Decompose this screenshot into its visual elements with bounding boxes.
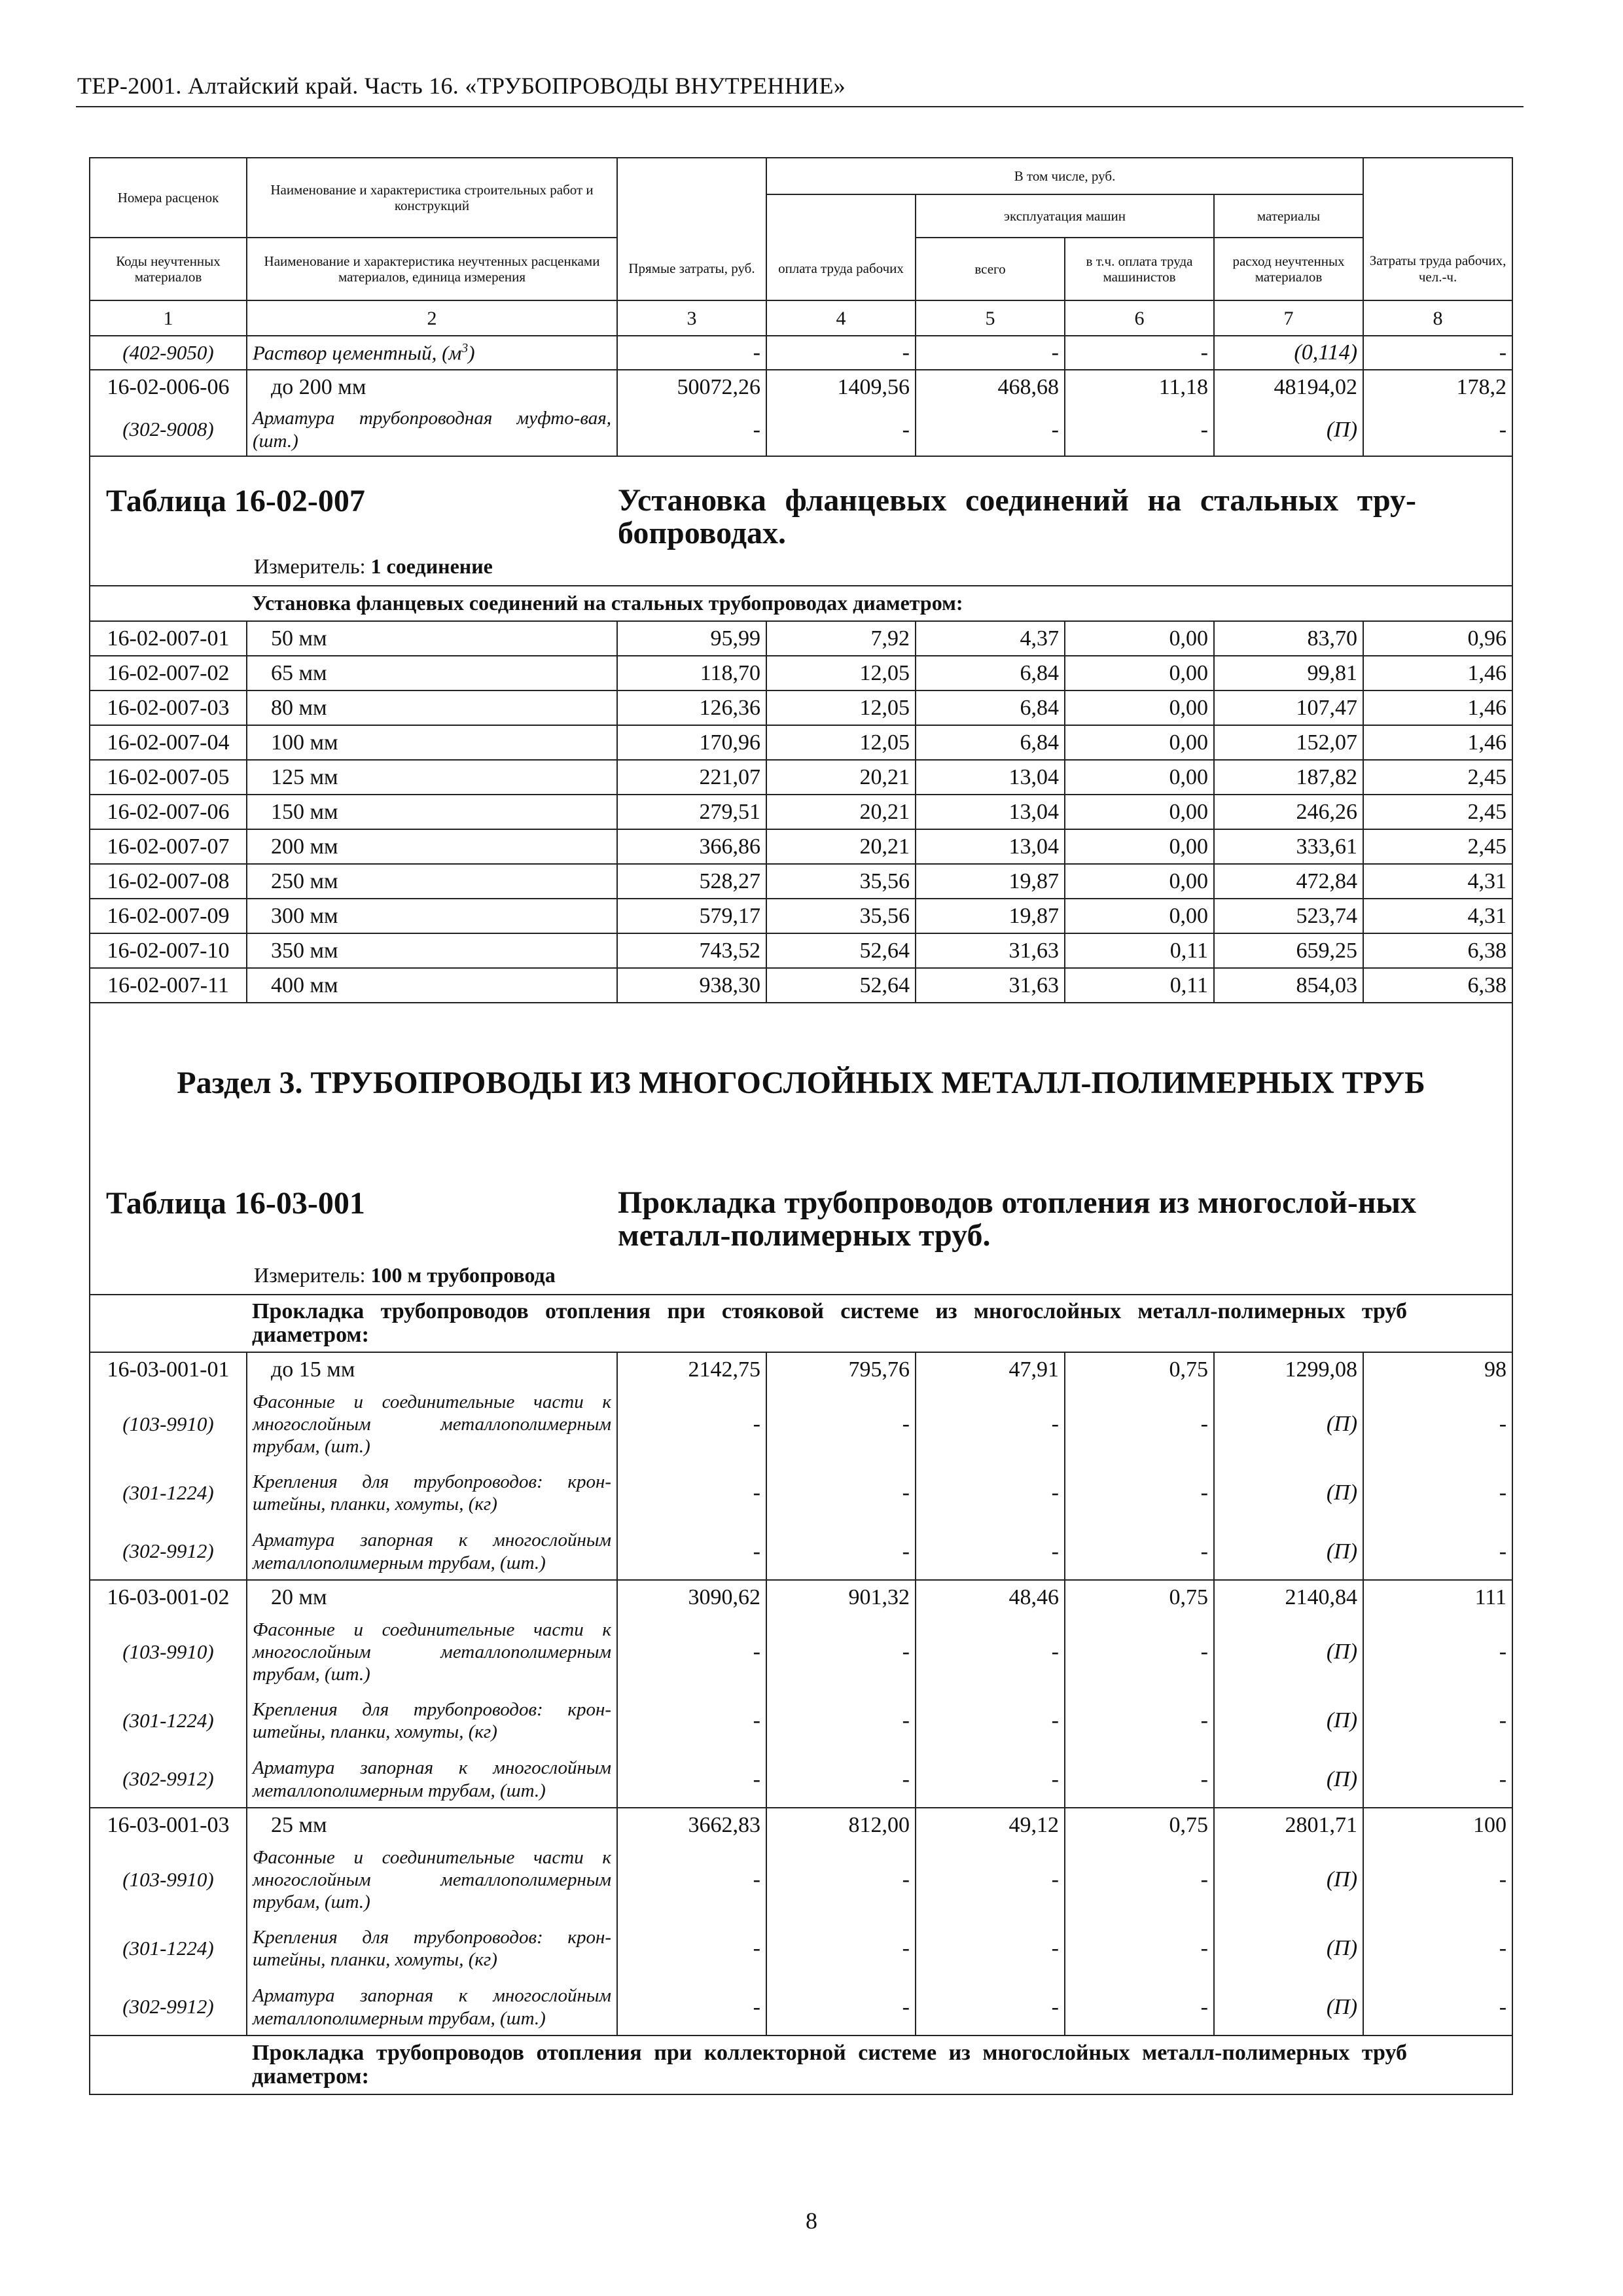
table-cell: - [916,1690,1065,1751]
table-cell: - [766,1614,916,1690]
table-cell: 0,00 [1065,691,1214,725]
table-cell: 48194,02 [1214,370,1363,404]
col-head-machines: эксплуатация машин [916,194,1214,238]
col-num: 6 [1065,300,1214,336]
table-cell: 901,32 [766,1580,916,1614]
table-cell: - [1065,336,1214,370]
table-cell: - [1363,1842,1512,1918]
table-007-title-block [90,456,1512,586]
col-head-mat-codes: Коды неучтенных материалов [90,238,247,300]
table-cell: 1409,56 [766,370,916,404]
table-cell: - [617,336,766,370]
table-cell: 2801,71 [1214,1808,1363,1842]
material-row [90,336,1512,370]
table-cell: 11,18 [1065,370,1214,404]
table-cell: - [1065,1842,1214,1918]
table-cell: (П) [1214,1462,1363,1524]
rate-code: 16-02-006-06 [90,370,247,404]
table-cell: 31,63 [916,933,1065,968]
rate-row [90,1352,1512,1386]
table-cell: - [617,1842,766,1918]
table-cell: - [1065,1614,1214,1690]
material-row [90,1462,1512,1524]
table-cell: 16-02-007-04 [90,725,247,760]
table-cell: 187,82 [1214,760,1363,795]
col-num: 3 [617,300,766,336]
table-cell: - [1065,1751,1214,1808]
table-cell: - [916,1842,1065,1918]
table-cell: 0,75 [1065,1580,1214,1614]
table-cell: - [1363,1751,1512,1808]
table-cell: (П) [1214,1386,1363,1462]
table-cell: 12,05 [766,725,916,760]
table-cell: - [1363,1690,1512,1751]
material-code: (302-9008) [90,404,247,456]
table-row [90,691,1512,725]
table-cell: 48,46 [916,1580,1065,1614]
table-cell: (П) [1214,1524,1363,1580]
table-cell: 743,52 [617,933,766,968]
table-cell: - [617,1918,766,1979]
table-cell: - [617,1462,766,1524]
table-cell: 0,96 [1363,621,1512,656]
table-cell: 107,47 [1214,691,1363,725]
rate-row [90,1808,1512,1842]
table-cell: - [1363,1524,1512,1580]
table-cell: 4,31 [1363,899,1512,933]
table-cell: 16-03-001-03 [90,1808,247,1842]
material-row [90,1751,1512,1808]
rate-name: до 200 мм [247,370,617,404]
table-cell: - [916,1386,1065,1462]
table-cell: - [766,1918,916,1979]
table-cell: - [1065,1918,1214,1979]
table-cell: 16-02-007-11 [90,968,247,1003]
table-cell: 0,00 [1065,899,1214,933]
table-cell: 20,21 [766,760,916,795]
col-head-incl: В том числе, руб. [766,158,1363,194]
table-cell: 0,00 [1065,829,1214,864]
table-cell: Измеритель: [254,1263,366,1287]
table-cell: - [1363,404,1512,456]
table-cell: 16-03-001-01 [90,1352,247,1386]
table-cell: - [766,1690,916,1751]
material-name [247,336,617,370]
table-cell: - [1363,336,1512,370]
table-cell: Крепления для трубопроводов: крон-штейны, планки, хомуты, (кг) [247,1918,617,1979]
table-cell: (103-9910) [90,1614,247,1690]
table-cell: 16-02-007-07 [90,829,247,864]
table-cell: (П) [1214,1614,1363,1690]
table-cell: 12,05 [766,691,916,725]
material-row [90,404,1512,456]
table-cell: 333,61 [1214,829,1363,864]
table-cell: 579,17 [617,899,766,933]
table-cell: 0,00 [1065,864,1214,899]
rate-row [90,370,1512,404]
table-cell: 118,70 [617,656,766,691]
table-cell: (П) [1214,1690,1363,1751]
table-cell: 19,87 [916,899,1065,933]
table-cell: - [1065,1524,1214,1580]
table-cell: 6,84 [916,656,1065,691]
table-cell: 4,31 [1363,864,1512,899]
table-cell: 111 [1363,1580,1512,1614]
table-cell: 100 [1363,1808,1512,1842]
table-cell: 300 мм [247,899,617,933]
material-code: (402-9050) [90,336,247,370]
table-cell: - [1363,1979,1512,2036]
table-cell: 6,38 [1363,968,1512,1003]
table-cell: 2,45 [1363,795,1512,829]
table-cell: Крепления для трубопроводов: крон-штейны, планки, хомуты, (кг) [247,1462,617,1524]
table-cell: 2142,75 [617,1352,766,1386]
table-cell: - [916,1979,1065,2036]
table-cell: 16-02-007-02 [90,656,247,691]
table-cell: - [916,1614,1065,1690]
table-cell: 35,56 [766,899,916,933]
table-cell: (П) [1214,1979,1363,2036]
table-cell: 13,04 [916,795,1065,829]
table-cell: Фасонные и соединительные части к многослойным металлополимерным трубам, (шт.) [247,1842,617,1918]
table-cell: 250 мм [247,864,617,899]
col-head-total: всего [916,238,1065,300]
table-cell: - [1065,404,1214,456]
table-cell: 1 соединение [370,554,493,578]
table-cell: - [766,1386,916,1462]
table-cell: 6,84 [916,725,1065,760]
table-cell: - [766,1842,916,1918]
table-cell: - [617,1524,766,1580]
table-cell: 938,30 [617,968,766,1003]
column-numbers-row [90,300,1512,336]
table-cell: - [916,1751,1065,1808]
table-cell: 400 мм [247,968,617,1003]
material-row [90,1386,1512,1462]
table-row [90,621,1512,656]
table-cell: - [1065,1979,1214,2036]
table-label: Таблица 16-03-001 [106,1186,365,1221]
table-cell: 528,27 [617,864,766,899]
table-cell: 65 мм [247,656,617,691]
table-cell: 47,91 [916,1352,1065,1386]
col-head-direct: Прямые затраты, руб. [617,238,766,300]
table-cell: 49,12 [916,1808,1065,1842]
table-cell: (301-1224) [90,1690,247,1751]
running-header: ТЕР-2001. Алтайский край. Часть 16. «ТРУБОПРОВОДЫ ВНУТРЕННИЕ» [77,73,846,99]
col-head-mat-cost: расход неучтенных материалов [1214,238,1363,300]
table-cell: - [1065,1462,1214,1524]
table-cell: 0,00 [1065,621,1214,656]
table-cell: - [1065,1386,1214,1462]
table-cell: 20,21 [766,795,916,829]
table-cell: 20,21 [766,829,916,864]
table-cell: 31,63 [916,968,1065,1003]
table-cell: ) [468,341,475,365]
table-cell: 150 мм [247,795,617,829]
col-num: 1 [90,300,247,336]
material-row [90,1524,1512,1580]
table-cell: 98 [1363,1352,1512,1386]
table-cell: 13,04 [916,829,1065,864]
table-cell: 0,75 [1065,1808,1214,1842]
table-cell: 2140,84 [1214,1580,1363,1614]
table-cell: 16-02-007-05 [90,760,247,795]
table-row [90,829,1512,864]
material-row [90,1842,1512,1918]
material-row [90,1690,1512,1751]
group-heading: Прокладка трубопроводов отопления при коллекторной системе из многослойных металл-полимерных труб диаметром: [247,2036,1512,2094]
table-cell: (П) [1214,1751,1363,1808]
table-cell: 3 [461,341,469,356]
material-name: Арматура трубопроводная муфто-вая, (шт.) [247,404,617,456]
table-cell: - [916,1918,1065,1979]
table-cell: Арматура запорная к многослойным металлополимерным трубам, (шт.) [247,1524,617,1580]
table-title: Прокладка трубопроводов отопления из многослой-ных металл-полимерных труб. [618,1185,1416,1253]
table-cell: 1,46 [1363,656,1512,691]
table-cell: (103-9910) [90,1386,247,1462]
table-row [90,899,1512,933]
table-cell: 100 м трубопровода [370,1263,556,1287]
table-cell: 80 мм [247,691,617,725]
page-number: 8 [806,2208,817,2234]
table-cell: 16-03-001-02 [90,1580,247,1614]
table-cell: 50 мм [247,621,617,656]
table-cell: (301-1224) [90,1462,247,1524]
table-cell: Раствор цементный, (м [253,341,462,365]
table-cell: - [617,1386,766,1462]
table-cell: Измеритель: [254,554,366,578]
col-head-codes: Номера расценок [90,158,247,238]
table-cell: 50072,26 [617,370,766,404]
table-cell: 221,07 [617,760,766,795]
table-cell: 0,11 [1065,968,1214,1003]
table-label: Таблица 16-02-007 [106,484,365,518]
col-head-mat-name: Наименование и характеристика неучтенных расценками материалов, единица измерения [247,238,617,300]
table-cell: - [617,1751,766,1808]
table-cell: 0,00 [1065,795,1214,829]
table-cell: 1,46 [1363,725,1512,760]
material-row [90,1979,1512,2036]
table-cell: 19,87 [916,864,1065,899]
table-cell: 13,04 [916,760,1065,795]
table-cell: (П) [1214,404,1363,456]
table-cell: 7,92 [766,621,916,656]
group-heading: Установка фланцевых соединений на стальных трубопроводах диаметром: [247,586,1512,621]
material-row [90,1918,1512,1979]
table-cell: 170,96 [617,725,766,760]
col-num: 7 [1214,300,1363,336]
table-cell: 16-02-007-06 [90,795,247,829]
col-head-labor: оплата труда рабочих [766,238,916,300]
table-cell: - [617,1979,766,2036]
table-cell: 16-02-007-09 [90,899,247,933]
table-cell: (301-1224) [90,1918,247,1979]
section-title: Раздел 3. ТРУБОПРОВОДЫ ИЗ МНОГОСЛОЙНЫХ МЕТАЛЛ-ПОЛИМЕРНЫХ ТРУБ [177,1066,1425,1100]
table-row [90,864,1512,899]
table-cell: 472,84 [1214,864,1363,899]
section3-block [90,1003,1512,1295]
table-cell: 795,76 [766,1352,916,1386]
table-cell: 1,46 [1363,691,1512,725]
table-cell: 200 мм [247,829,617,864]
table-cell: (302-9912) [90,1979,247,2036]
table-row [90,725,1512,760]
table-row [90,933,1512,968]
table-cell: 20 мм [247,1580,617,1614]
table-cell: 2,45 [1363,829,1512,864]
table-cell: - [617,1690,766,1751]
table-cell: 35,56 [766,864,916,899]
table-cell: - [766,1462,916,1524]
table-cell: - [1363,1462,1512,1524]
table-cell: 3662,83 [617,1808,766,1842]
col-head-incl-operators: в т.ч. оплата труда машинистов [1065,238,1214,300]
table-cell: 125 мм [247,760,617,795]
material-row [90,1614,1512,1690]
table-cell: 0,00 [1065,760,1214,795]
col-num: 2 [247,300,617,336]
table-cell: 16-02-007-10 [90,933,247,968]
table-cell: - [916,336,1065,370]
table-cell: - [1363,1614,1512,1690]
table-cell: (П) [1214,1842,1363,1918]
col-head-name: Наименование и характеристика строительных работ и конструкций [247,158,617,238]
table-cell: 100 мм [247,725,617,760]
table-cell: - [1363,1918,1512,1979]
table-cell: 1299,08 [1214,1352,1363,1386]
table-cell: - [766,404,916,456]
table-cell: 366,86 [617,829,766,864]
table-cell: 350 мм [247,933,617,968]
table-cell: - [1065,1690,1214,1751]
table-cell: (302-9912) [90,1751,247,1808]
rates-table [89,157,1513,2095]
table-cell: до 15 мм [247,1352,617,1386]
table-cell: - [617,404,766,456]
table-cell: 659,25 [1214,933,1363,968]
table-cell: 246,26 [1214,795,1363,829]
col-head-labor-hours: Затраты труда рабочих, чел.-ч. [1363,238,1512,300]
table-cell: - [916,1462,1065,1524]
table-cell: (103-9910) [90,1842,247,1918]
table-cell: 523,74 [1214,899,1363,933]
table-cell: 854,03 [1214,968,1363,1003]
table-title: Установка фланцевых соединений на стальных тру-бопроводах. [618,483,1416,551]
table-cell: - [1363,1386,1512,1462]
table-cell: Фасонные и соединительные части к многослойным металлополимерным трубам, (шт.) [247,1614,617,1690]
table-cell: 95,99 [617,621,766,656]
table-cell: (0,114) [1214,336,1363,370]
header-rule [76,106,1524,107]
table-cell: (П) [1214,1918,1363,1979]
table-row [90,656,1512,691]
table-cell: 99,81 [1214,656,1363,691]
rate-row [90,1580,1512,1614]
col-head-materials: материалы [1214,194,1363,238]
table-cell: Арматура запорная к многослойным металлополимерным трубам, (шт.) [247,1751,617,1808]
table-cell: 812,00 [766,1808,916,1842]
table-cell: 52,64 [766,968,916,1003]
table-row [90,760,1512,795]
table-cell: 16-02-007-01 [90,621,247,656]
table-cell: 178,2 [1363,370,1512,404]
col-num: 5 [916,300,1065,336]
table-cell: (302-9912) [90,1524,247,1580]
table-cell: - [766,1751,916,1808]
table-meter [254,555,493,578]
table-cell: - [617,1614,766,1690]
group-heading: Прокладка трубопроводов отопления при стояковой системе из многослойных металл-полимерных труб диаметром: [247,1295,1512,1352]
table-cell: 0,11 [1065,933,1214,968]
table-cell: 16-02-007-03 [90,691,247,725]
table-cell: - [916,1524,1065,1580]
table-cell: 0,00 [1065,656,1214,691]
table-row [90,968,1512,1003]
table-cell: 126,36 [617,691,766,725]
table-cell: 3090,62 [617,1580,766,1614]
table-meter [254,1264,556,1287]
table-cell: 6,38 [1363,933,1512,968]
table-cell: 2,45 [1363,760,1512,795]
table-cell: Фасонные и соединительные части к многослойным металлополимерным трубам, (шт.) [247,1386,617,1462]
table-cell: 6,84 [916,691,1065,725]
table-cell: 52,64 [766,933,916,968]
table-row [90,795,1512,829]
table-cell: 468,68 [916,370,1065,404]
table-cell: 16-02-007-08 [90,864,247,899]
table-cell: 0,00 [1065,725,1214,760]
table-cell: 152,07 [1214,725,1363,760]
table-cell: Крепления для трубопроводов: крон-штейны, планки, хомуты, (кг) [247,1690,617,1751]
col-num: 8 [1363,300,1512,336]
table-cell: 0,75 [1065,1352,1214,1386]
table-cell: 83,70 [1214,621,1363,656]
table-cell: 25 мм [247,1808,617,1842]
table-cell: - [766,1979,916,2036]
table-cell: 279,51 [617,795,766,829]
table-cell: - [916,404,1065,456]
table-cell: - [766,1524,916,1580]
table-cell: - [766,336,916,370]
col-num: 4 [766,300,916,336]
table-cell: 12,05 [766,656,916,691]
table-cell: 4,37 [916,621,1065,656]
table-cell: Арматура запорная к многослойным металлополимерным трубам, (шт.) [247,1979,617,2036]
